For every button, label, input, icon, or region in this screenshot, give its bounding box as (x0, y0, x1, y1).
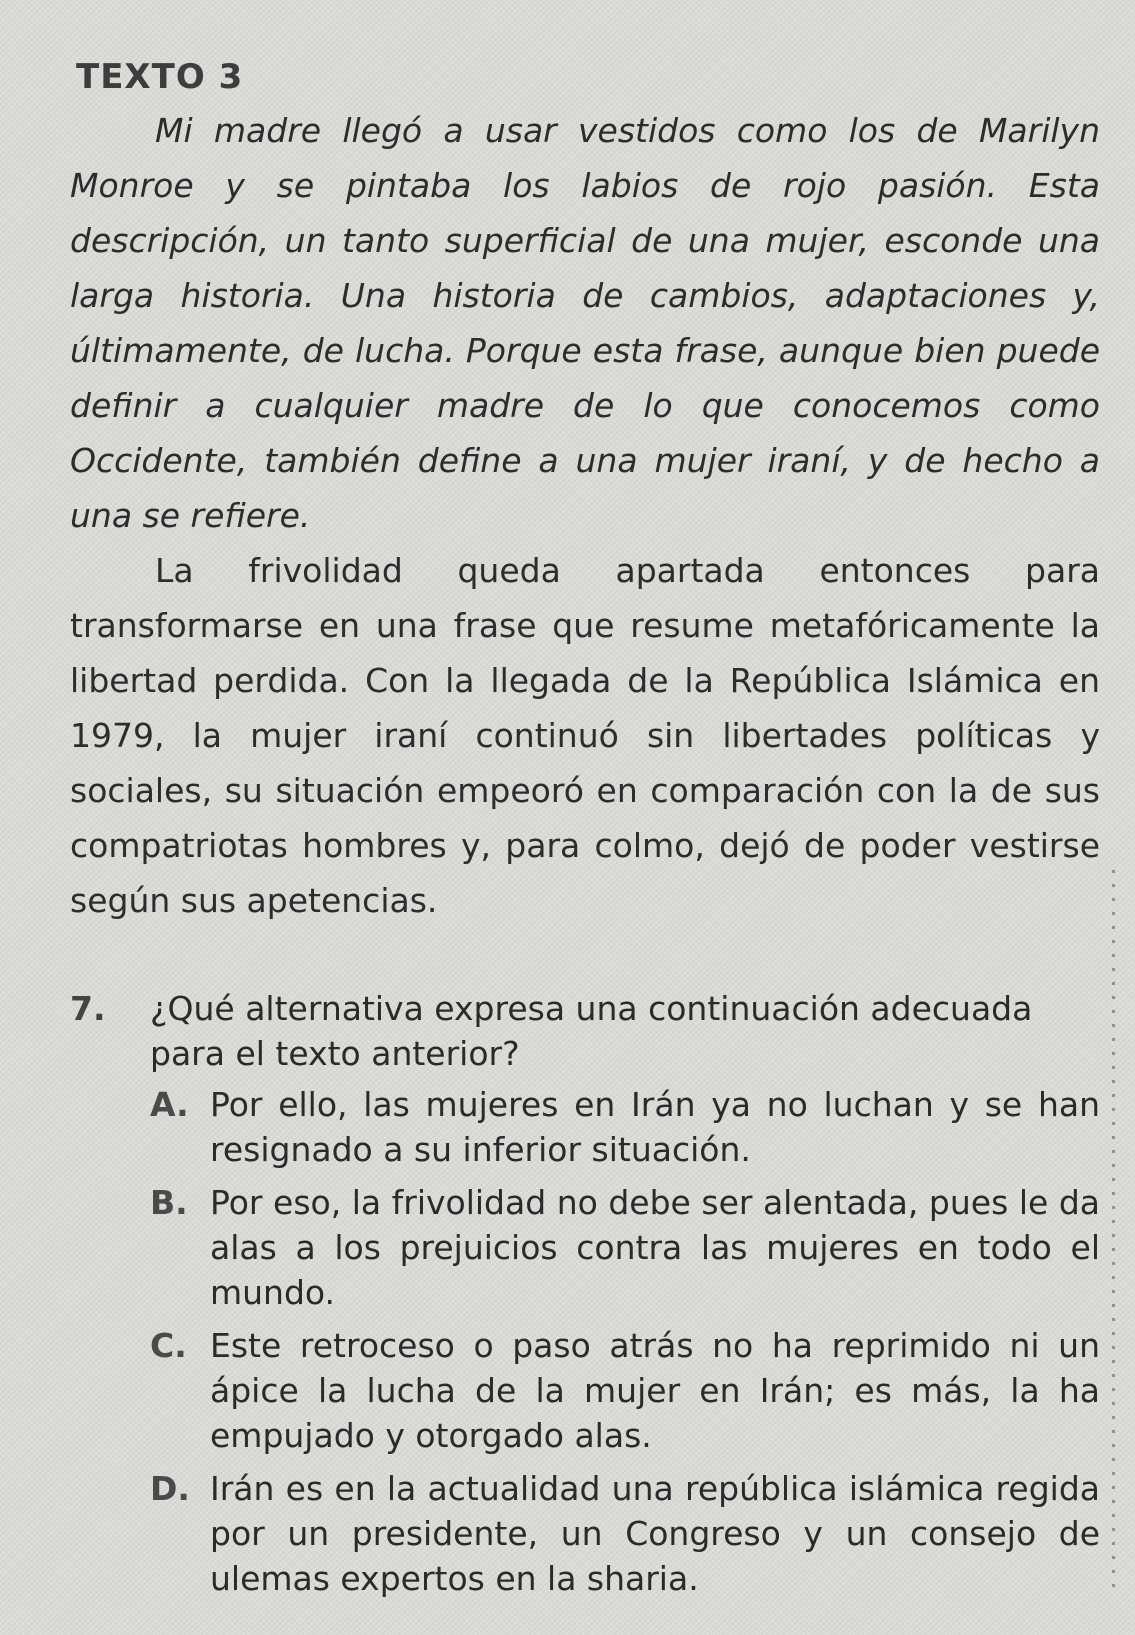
document-page (70, 55, 1100, 1609)
option-letter: C. (150, 1326, 187, 1365)
option-b[interactable] (150, 1180, 1100, 1315)
question-number: 7. (70, 989, 106, 1028)
page-edge-dotted-line (1112, 870, 1115, 1590)
option-a[interactable] (150, 1082, 1100, 1172)
paragraph-1: Mi madre llegó a usar vestidos como los de Marilyn Monroe y se pintaba los labios de rojo pasión. Esta descripción, un tanto superficial de una mujer, esconde una larga historia. Una historia de cambios, adaptaciones y, últimamente, de lucha. Porque esta frase, aunque bien puede definir a cualquier madre de lo que conocemos como Occidente, también define a una mujer iraní, y de hecho a una se refiere. (70, 111, 1100, 535)
option-text: Irán es en la actualidad una república islámica regida por un presidente, un Congreso y un consejo de ulemas expertos en la sharia. (210, 1469, 1100, 1598)
question-text: ¿Qué alternativa expresa una continuación adecuada para el texto anterior? (150, 989, 1033, 1073)
option-d[interactable] (150, 1466, 1100, 1601)
option-text: Por eso, la frivolidad no debe ser alentada, pues le da alas a los prejuicios contra las mujeres en todo el mundo. (210, 1183, 1100, 1312)
option-letter: A. (150, 1085, 189, 1124)
text-title: TEXTO 3 (76, 57, 244, 97)
answer-options (150, 1082, 1100, 1601)
paragraph-2: La frivolidad queda apartada entonces para transformarse en una frase que resume metafóricamente la libertad perdida. Con la llegada de la República Islámica en 1979, la mujer iraní continuó sin libertades políticas y sociales, su situación empeoró en comparación con la de sus compatriotas hombres y, para colmo, dejó de poder vestirse según sus apetencias. (70, 551, 1100, 920)
option-letter: D. (150, 1469, 190, 1508)
option-letter: B. (150, 1183, 188, 1222)
option-text: Por ello, las mujeres en Irán ya no luchan y se han resignado a su inferior situación. (210, 1085, 1100, 1169)
option-c[interactable] (150, 1323, 1100, 1458)
option-text: Este retroceso o paso atrás no ha reprimido ni un ápice la lucha de la mujer en Irán; es más, la ha empujado y otorgado alas. (210, 1326, 1100, 1455)
question-7 (70, 986, 1100, 1601)
